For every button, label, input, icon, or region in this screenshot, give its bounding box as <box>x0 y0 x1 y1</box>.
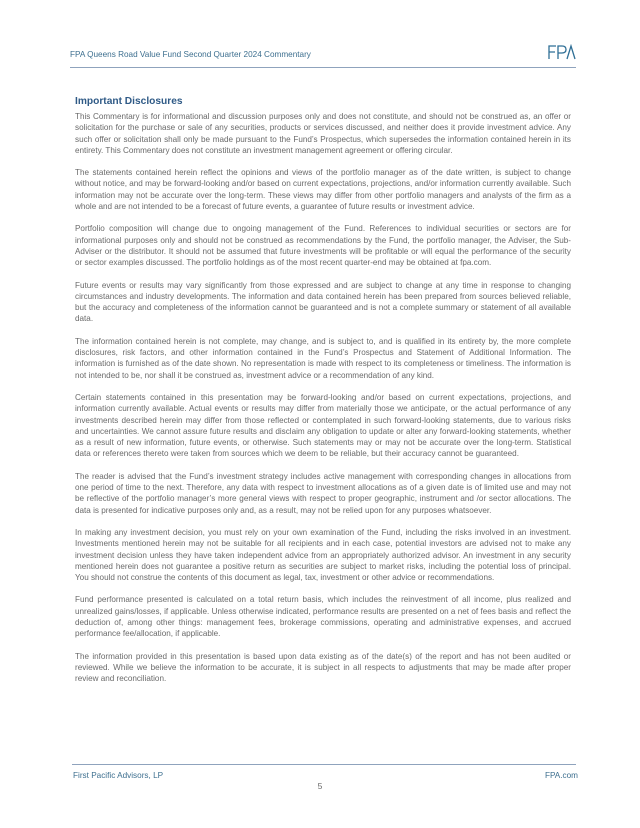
disclosure-paragraph: In making any investment decision, you must rely on your own examination of the Fund, including the risks involved in an investment. Investments mentioned herein may not be suitable for all recipients and in each case, potential investors are advised not to make any investment decision unless they have taken independent advice from an appropriately authorized advisor. An investment in any security mentioned herein does not guarantee a positive return as securities are subject to market risks, including the potential loss of principal. You should not construe the contents of this document as legal, tax, investment or other advice or recommendations. <box>75 527 571 583</box>
disclosure-paragraph: The information contained herein is not complete, may change, and is subject to, and is qualified in its entirety by, the more complete disclosures, risk factors, and other information contained in the Fund’s Prospectus and Statement of Additional Information. The information is furnished as of the date shown. No representation is made with respect to its completeness or timeliness. The information is not intended to be, nor shall it be construed as, investment advice or a recommendation of any kind. <box>75 336 571 380</box>
fpa-logo-icon <box>548 44 576 60</box>
disclosure-paragraph: The information provided in this presentation is based upon data existing as of the date(s) of the report and has not been audited or reviewed. While we believe the information to be accurate, it is subject in all respects to adjustments that may be made after proper review and reconciliation. <box>75 651 571 684</box>
section-heading: Important Disclosures <box>75 96 183 107</box>
disclosure-paragraph: Portfolio composition will change due to ongoing management of the Fund. References to individual securities or sectors are for informational purposes only and should not be construed as recommendations by the Fund, the portfolio manager, the Adviser, the Sub-Adviser or the distributor. It should not be assumed that future investments will be profitable or will equal the performance of the security or sector examples discussed. The portfolio holdings as of the most recent quarter-end may be obtained at fpa.com. <box>75 224 571 268</box>
disclosures-section <box>75 96 571 695</box>
footer-divider <box>72 764 576 765</box>
footer-website-link[interactable]: FPA.com <box>544 771 578 780</box>
page-header <box>70 48 576 68</box>
disclosure-paragraph: Future events or results may vary significantly from those expressed and are subject to change at any time in response to changing circumstances and industry developments. The information and data contained herein has been prepared from sources believed reliable, but the accuracy and completeness of the information cannot be guaranteed and is not a complete summary or statement of all available data. <box>75 280 571 324</box>
disclosure-paragraph: Certain statements contained in this presentation may be forward-looking and/or based on current expectations, projections, and information currently available. Actual events or results may differ from materially those we anticipate, or the actual performance of any investments described herein may differ from those reflected or contemplated in such forward-looking statements, due to various risks and uncertainties. We cannot assure future results and disclaim any obligation to update or alter any forward-looking statements, whether as a result of new information, future events, or otherwise. Such statements may or may not be accurate over the long-term. Statistical data or references thereto were taken from sources which we deem to be reliable, but their accuracy cannot be guaranteed. <box>75 392 571 459</box>
footer-company-name: First Pacific Advisors, LP <box>73 771 164 780</box>
page-number: 5 <box>317 781 323 791</box>
header-divider <box>70 67 576 68</box>
document-title: FPA Queens Road Value Fund Second Quarter 2024 Commentary <box>70 50 311 59</box>
disclosure-paragraph: This Commentary is for informational and discussion purposes only and does not constitute, and should not be construed as, an offer or solicitation for the purchase or sale of any securities, products or services discussed, and neither does it provide investment advice. Any such offer or solicitation shall only be made pursuant to the Fund’s Prospectus, which supersedes the information contained herein in its entirety. This Commentary does not constitute an investment management agreement or offering circular. <box>75 112 571 155</box>
disclosure-paragraph: The reader is advised that the Fund’s investment strategy includes active management with corresponding changes in allocations from one period of time to the next. Therefore, any data with respect to investment allocations as of a given date is of limited use and may not be reflective of the portfolio manager’s more general views with respect to proper geographic, instrument and /or sector allocations. The data is presented for indicative purposes only and, as a result, may not be relied upon for any purposes whatsoever. <box>75 471 571 515</box>
disclosure-paragraph: The statements contained herein reflect the opinions and views of the portfolio manager as of the date written, is subject to change without notice, and may be forward-looking and/or based on current expectations, projections, and/or information currently available. Such information may not be accurate over the long-term. These views may differ from other portfolio managers and analysts of the firm as a whole and are not intended to be a forecast of future events, a guarantee of future results or investment advice. <box>75 168 571 212</box>
disclosure-paragraph: Fund performance presented is calculated on a total return basis, which includes the reinvestment of all income, plus realized and unrealized gains/losses, if applicable. Unless otherwise indicated, performance results are presented on a net of fees basis and reflect the deduction of, among other things: management fees, brokerage commissions, operating and administrative expenses, and accrued performance fee/allocation, if applicable. <box>75 595 571 639</box>
